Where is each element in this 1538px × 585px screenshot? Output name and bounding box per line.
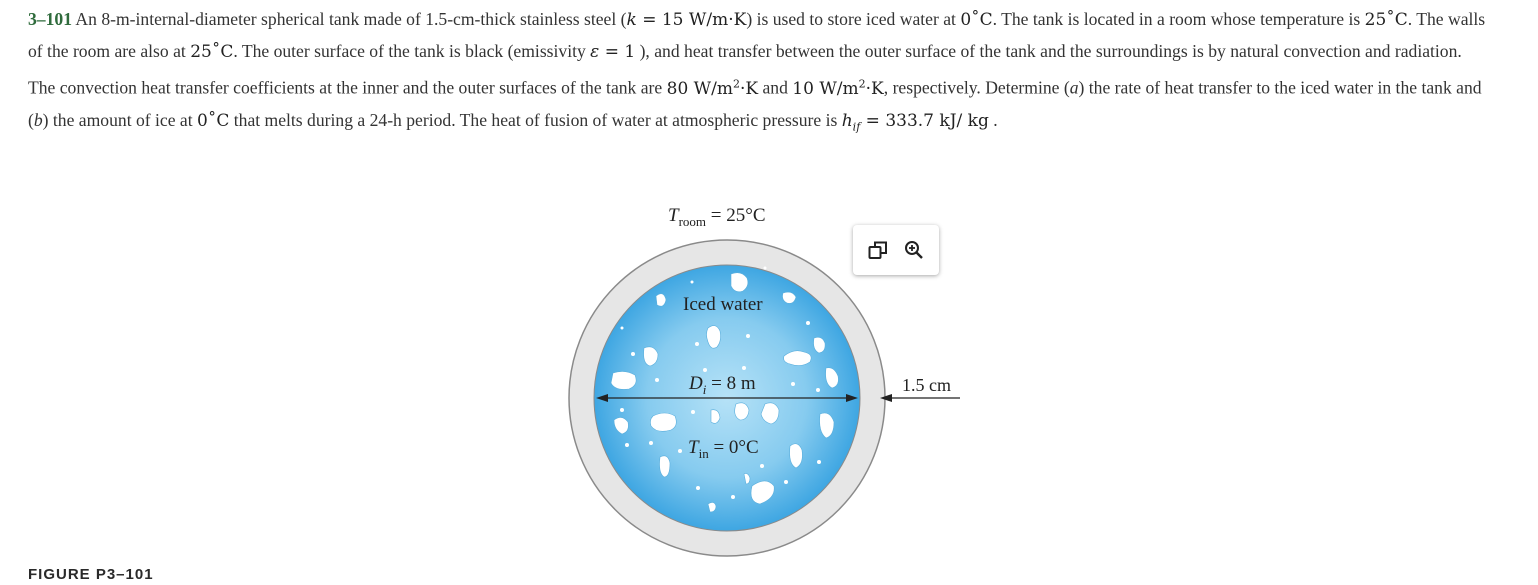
problem-number: 3–101 — [28, 9, 72, 29]
thickness-label: 1.5 cm — [902, 375, 951, 395]
emissivity-value: ε = 1 — [590, 42, 636, 62]
t-in-label: $T_{in} = 0^\circ C$ — [688, 437, 759, 461]
problem-statement: 3–101 An 8-m-internal-diameter spherical tank made of 1.5-cm-thick stainless steel (k = 15 W/m·K) is used to store iced water at 0˚C. The tank is located in a room whose temperature is 25˚C. The walls of the room are also at 25˚C. The outer surface of the tank is black (emissivity ε = 1 ), and heat transfer between the outer surface of the tank and the surroundings is by natural convection and radiation. The convection heat transfer coefficients at the inner and the outer surfaces of the tank are 80 $W/m^2\cdot K$ and 10 $W/m^2\cdot K$, respectively. Determine (a) the rate of heat transfer to the iced water in the tank and (b) the amount of ice at 0˚C that melts during a 24-h period. The heat of fusion of water at atmospheric pressure is $h_{if} = 333.7$ kJ/ kg . — [28, 9, 1486, 134]
shapes-icon[interactable] — [867, 239, 889, 261]
conductivity-value: k = 15 W/m·K — [626, 10, 747, 30]
h-outer-value: 10 $W/m^2\cdot K$ — [792, 77, 884, 99]
t-room-label: $T_{room} = 25^\circ C$ — [668, 205, 766, 229]
zoom-in-icon[interactable] — [903, 239, 925, 261]
image-tools — [853, 225, 939, 275]
heat-of-fusion: $h_{if} = 333.7$ kJ/ kg — [841, 110, 989, 134]
inner-diameter-label: $D_i = 8$ m — [689, 373, 756, 397]
h-inner-value: 80 $W/m^2\cdot K$ — [666, 77, 759, 99]
thickness-arrow — [880, 394, 960, 402]
figure-caption: FIGURE P3–101 — [28, 566, 154, 583]
iced-water-label: Iced water — [683, 294, 763, 315]
